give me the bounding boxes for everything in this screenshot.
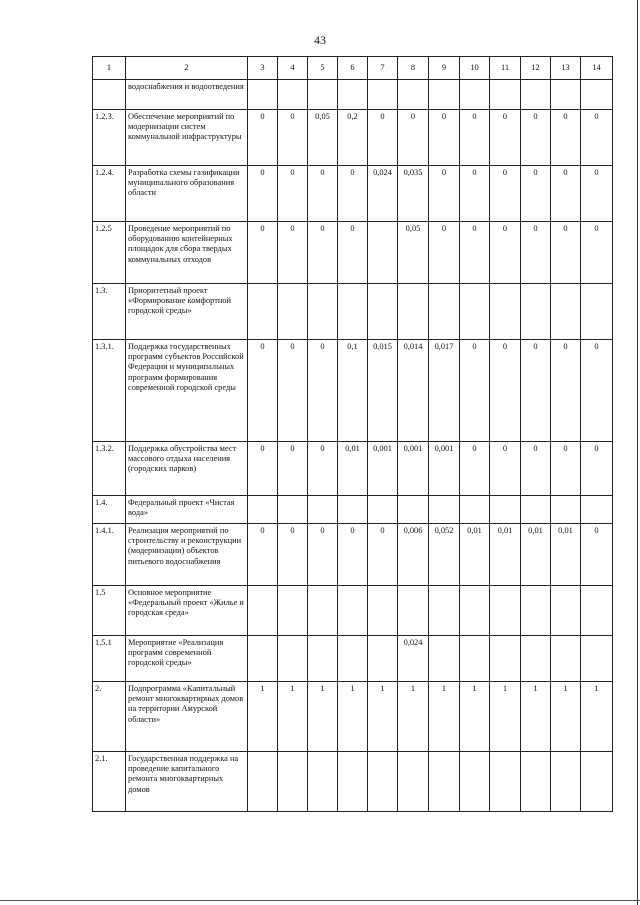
row-title: Обеспечение мероприятий по модернизации систем коммунальной инфраструктуры	[126, 110, 248, 166]
value-cell: 0,01	[551, 524, 581, 586]
value-cell: 0	[460, 340, 490, 442]
table-row	[93, 340, 613, 442]
value-cell	[248, 752, 278, 812]
value-cell: 0	[278, 340, 308, 442]
value-cell: 0,01	[338, 442, 368, 496]
row-title: водоснабжения и водоотведения	[126, 80, 248, 110]
header-row	[93, 57, 613, 80]
row-title: Основное мероприятие «Федеральный проект «Жилье и городская среда»	[126, 586, 248, 636]
row-title: Мероприятие «Реализация программ современной городской среды»	[126, 636, 248, 682]
value-cell	[460, 496, 490, 524]
value-cell: 1	[521, 682, 551, 752]
table-row	[93, 682, 613, 752]
value-cell	[551, 80, 581, 110]
row-number	[93, 80, 126, 110]
value-cell	[429, 636, 460, 682]
value-cell: 0	[398, 110, 429, 166]
row-title: Реализация мероприятий по строительству и реконструкции (модернизации) объектов питьевого водоснабжения	[126, 524, 248, 586]
value-cell	[398, 752, 429, 812]
value-cell: 0	[338, 524, 368, 586]
value-cell: 0	[581, 166, 613, 222]
row-number: 1.2.4.	[93, 166, 126, 222]
value-cell: 0	[368, 110, 398, 166]
column-header: 4	[278, 57, 308, 80]
value-cell	[368, 80, 398, 110]
value-cell	[521, 284, 551, 340]
indicator-table	[92, 56, 613, 812]
value-cell	[338, 636, 368, 682]
value-cell: 0	[521, 166, 551, 222]
value-cell: 1	[248, 682, 278, 752]
value-cell	[368, 496, 398, 524]
value-cell	[278, 496, 308, 524]
value-cell: 1	[368, 682, 398, 752]
value-cell: 0	[581, 340, 613, 442]
table-row	[93, 442, 613, 496]
value-cell: 0,05	[398, 222, 429, 284]
value-cell	[308, 80, 338, 110]
row-number: 1.2.5	[93, 222, 126, 284]
value-cell	[581, 636, 613, 682]
row-number: 2.	[93, 682, 126, 752]
value-cell	[278, 586, 308, 636]
value-cell: 1	[490, 682, 521, 752]
value-cell	[460, 636, 490, 682]
column-header: 12	[521, 57, 551, 80]
column-header: 13	[551, 57, 581, 80]
value-cell: 0	[248, 222, 278, 284]
value-cell	[490, 636, 521, 682]
value-cell	[581, 586, 613, 636]
value-cell	[429, 752, 460, 812]
value-cell: 0	[308, 222, 338, 284]
table-row	[93, 222, 613, 284]
value-cell: 0,017	[429, 340, 460, 442]
row-title: Государственная поддержка на проведение капитального ремонта многоквартирных домов	[126, 752, 248, 812]
value-cell: 0,024	[368, 166, 398, 222]
value-cell: 1	[429, 682, 460, 752]
scan-edge-right	[637, 0, 638, 905]
value-cell	[368, 222, 398, 284]
value-cell	[398, 586, 429, 636]
value-cell: 0	[490, 222, 521, 284]
value-cell	[308, 496, 338, 524]
value-cell: 0	[248, 110, 278, 166]
value-cell: 0,01	[460, 524, 490, 586]
row-number: 1.5	[93, 586, 126, 636]
table-row	[93, 752, 613, 812]
value-cell	[338, 586, 368, 636]
value-cell	[429, 284, 460, 340]
value-cell: 0	[278, 442, 308, 496]
value-cell	[521, 496, 551, 524]
value-cell: 0	[551, 222, 581, 284]
value-cell: 0,001	[368, 442, 398, 496]
row-number: 1.4.1.	[93, 524, 126, 586]
value-cell	[429, 496, 460, 524]
value-cell: 0	[490, 110, 521, 166]
value-cell	[551, 636, 581, 682]
value-cell	[368, 636, 398, 682]
table-body	[93, 80, 613, 812]
column-header: 1	[93, 57, 126, 80]
table-row	[93, 110, 613, 166]
row-number: 1.4.	[93, 496, 126, 524]
value-cell	[551, 752, 581, 812]
value-cell: 0	[490, 166, 521, 222]
value-cell: 0	[460, 166, 490, 222]
value-cell	[338, 80, 368, 110]
value-cell: 0,024	[398, 636, 429, 682]
value-cell: 1	[551, 682, 581, 752]
column-header: 6	[338, 57, 368, 80]
value-cell: 0,052	[429, 524, 460, 586]
value-cell	[278, 752, 308, 812]
value-cell: 0	[278, 222, 308, 284]
value-cell: 0	[521, 442, 551, 496]
row-number: 1.3.2.	[93, 442, 126, 496]
value-cell: 0	[581, 524, 613, 586]
value-cell: 0	[248, 442, 278, 496]
value-cell	[460, 80, 490, 110]
value-cell	[368, 284, 398, 340]
value-cell: 0	[248, 340, 278, 442]
column-header: 2	[126, 57, 248, 80]
value-cell: 0,01	[490, 524, 521, 586]
value-cell: 0,035	[398, 166, 429, 222]
value-cell: 0,014	[398, 340, 429, 442]
value-cell: 0	[521, 340, 551, 442]
value-cell	[278, 284, 308, 340]
value-cell: 0	[429, 110, 460, 166]
column-header: 3	[248, 57, 278, 80]
value-cell: 0	[308, 340, 338, 442]
value-cell: 0	[490, 442, 521, 496]
table-row	[93, 524, 613, 586]
value-cell: 0,1	[338, 340, 368, 442]
row-number: 1.3.	[93, 284, 126, 340]
value-cell	[581, 496, 613, 524]
value-cell	[398, 284, 429, 340]
value-cell	[490, 752, 521, 812]
column-header: 9	[429, 57, 460, 80]
table-row	[93, 636, 613, 682]
value-cell	[248, 80, 278, 110]
value-cell	[490, 284, 521, 340]
value-cell	[368, 752, 398, 812]
value-cell	[551, 586, 581, 636]
value-cell: 0,001	[429, 442, 460, 496]
value-cell: 0	[248, 524, 278, 586]
value-cell	[521, 80, 551, 110]
value-cell	[581, 752, 613, 812]
row-title: Федеральный проект «Чистая вода»	[126, 496, 248, 524]
value-cell: 0	[338, 166, 368, 222]
row-number: 1.2.3.	[93, 110, 126, 166]
row-title: Проведение мероприятий по оборудованию контейнерных площадок для сбора твердых коммунальных отходов	[126, 222, 248, 284]
row-title: Поддержка государственных программ субъектов Российской Федерации и муниципальных программ формирования современной городской среды	[126, 340, 248, 442]
value-cell: 0	[308, 166, 338, 222]
value-cell	[581, 284, 613, 340]
value-cell	[429, 80, 460, 110]
value-cell: 0,01	[521, 524, 551, 586]
table-row	[93, 284, 613, 340]
column-header: 8	[398, 57, 429, 80]
value-cell	[460, 586, 490, 636]
value-cell: 0,006	[398, 524, 429, 586]
table-row	[93, 80, 613, 110]
column-header: 11	[490, 57, 521, 80]
column-header: 5	[308, 57, 338, 80]
value-cell	[248, 636, 278, 682]
value-cell	[278, 80, 308, 110]
value-cell: 0	[460, 110, 490, 166]
table-row	[93, 166, 613, 222]
column-header: 7	[368, 57, 398, 80]
value-cell: 0	[551, 340, 581, 442]
row-title: Подпрограмма «Капитальный ремонт многоквартирных домов на территории Амурской области»	[126, 682, 248, 752]
value-cell: 0	[551, 442, 581, 496]
value-cell: 0	[460, 442, 490, 496]
value-cell	[551, 496, 581, 524]
value-cell: 0	[308, 442, 338, 496]
value-cell: 0	[338, 222, 368, 284]
value-cell: 0	[490, 340, 521, 442]
value-cell	[308, 284, 338, 340]
table-row	[93, 496, 613, 524]
column-header: 14	[581, 57, 613, 80]
value-cell: 0,2	[338, 110, 368, 166]
value-cell: 0	[278, 166, 308, 222]
value-cell: 1	[398, 682, 429, 752]
value-cell	[308, 752, 338, 812]
value-cell	[581, 80, 613, 110]
value-cell: 0	[521, 222, 551, 284]
value-cell	[521, 636, 551, 682]
value-cell: 0	[368, 524, 398, 586]
value-cell: 0	[278, 524, 308, 586]
value-cell: 0	[551, 166, 581, 222]
value-cell	[398, 80, 429, 110]
value-cell	[338, 284, 368, 340]
value-cell: 0	[581, 442, 613, 496]
value-cell: 1	[338, 682, 368, 752]
value-cell	[490, 586, 521, 636]
value-cell: 0	[460, 222, 490, 284]
value-cell	[248, 586, 278, 636]
value-cell: 0	[551, 110, 581, 166]
row-title: Разработка схемы газификации муниципального образования области	[126, 166, 248, 222]
value-cell: 0,05	[308, 110, 338, 166]
value-cell: 0	[581, 222, 613, 284]
value-cell	[308, 636, 338, 682]
value-cell	[308, 586, 338, 636]
value-cell	[429, 586, 460, 636]
value-cell: 1	[581, 682, 613, 752]
value-cell: 0	[429, 222, 460, 284]
value-cell	[551, 284, 581, 340]
value-cell: 0	[308, 524, 338, 586]
column-header: 10	[460, 57, 490, 80]
value-cell	[398, 496, 429, 524]
value-cell: 0	[248, 166, 278, 222]
value-cell: 1	[308, 682, 338, 752]
value-cell	[368, 586, 398, 636]
value-cell	[490, 496, 521, 524]
value-cell	[338, 496, 368, 524]
row-title: Поддержка обустройства мест массового отдыха населения (городских парков)	[126, 442, 248, 496]
page-number: 43	[314, 33, 326, 47]
value-cell	[521, 752, 551, 812]
value-cell: 0	[278, 110, 308, 166]
value-cell	[248, 496, 278, 524]
value-cell: 0	[521, 110, 551, 166]
value-cell	[521, 586, 551, 636]
row-number: 1.5.1	[93, 636, 126, 682]
value-cell	[278, 636, 308, 682]
row-title: Приоритетный проект «Формирование комфортной городской среды»	[126, 284, 248, 340]
value-cell	[460, 284, 490, 340]
value-cell	[460, 752, 490, 812]
row-number: 2.1.	[93, 752, 126, 812]
value-cell: 1	[460, 682, 490, 752]
value-cell	[490, 80, 521, 110]
scan-edge-bottom	[0, 900, 640, 901]
value-cell: 1	[278, 682, 308, 752]
row-number: 1.3.1.	[93, 340, 126, 442]
table-row	[93, 586, 613, 636]
value-cell	[248, 284, 278, 340]
value-cell: 0,001	[398, 442, 429, 496]
value-cell	[338, 752, 368, 812]
value-cell: 0	[429, 166, 460, 222]
value-cell: 0,015	[368, 340, 398, 442]
value-cell: 0	[581, 110, 613, 166]
